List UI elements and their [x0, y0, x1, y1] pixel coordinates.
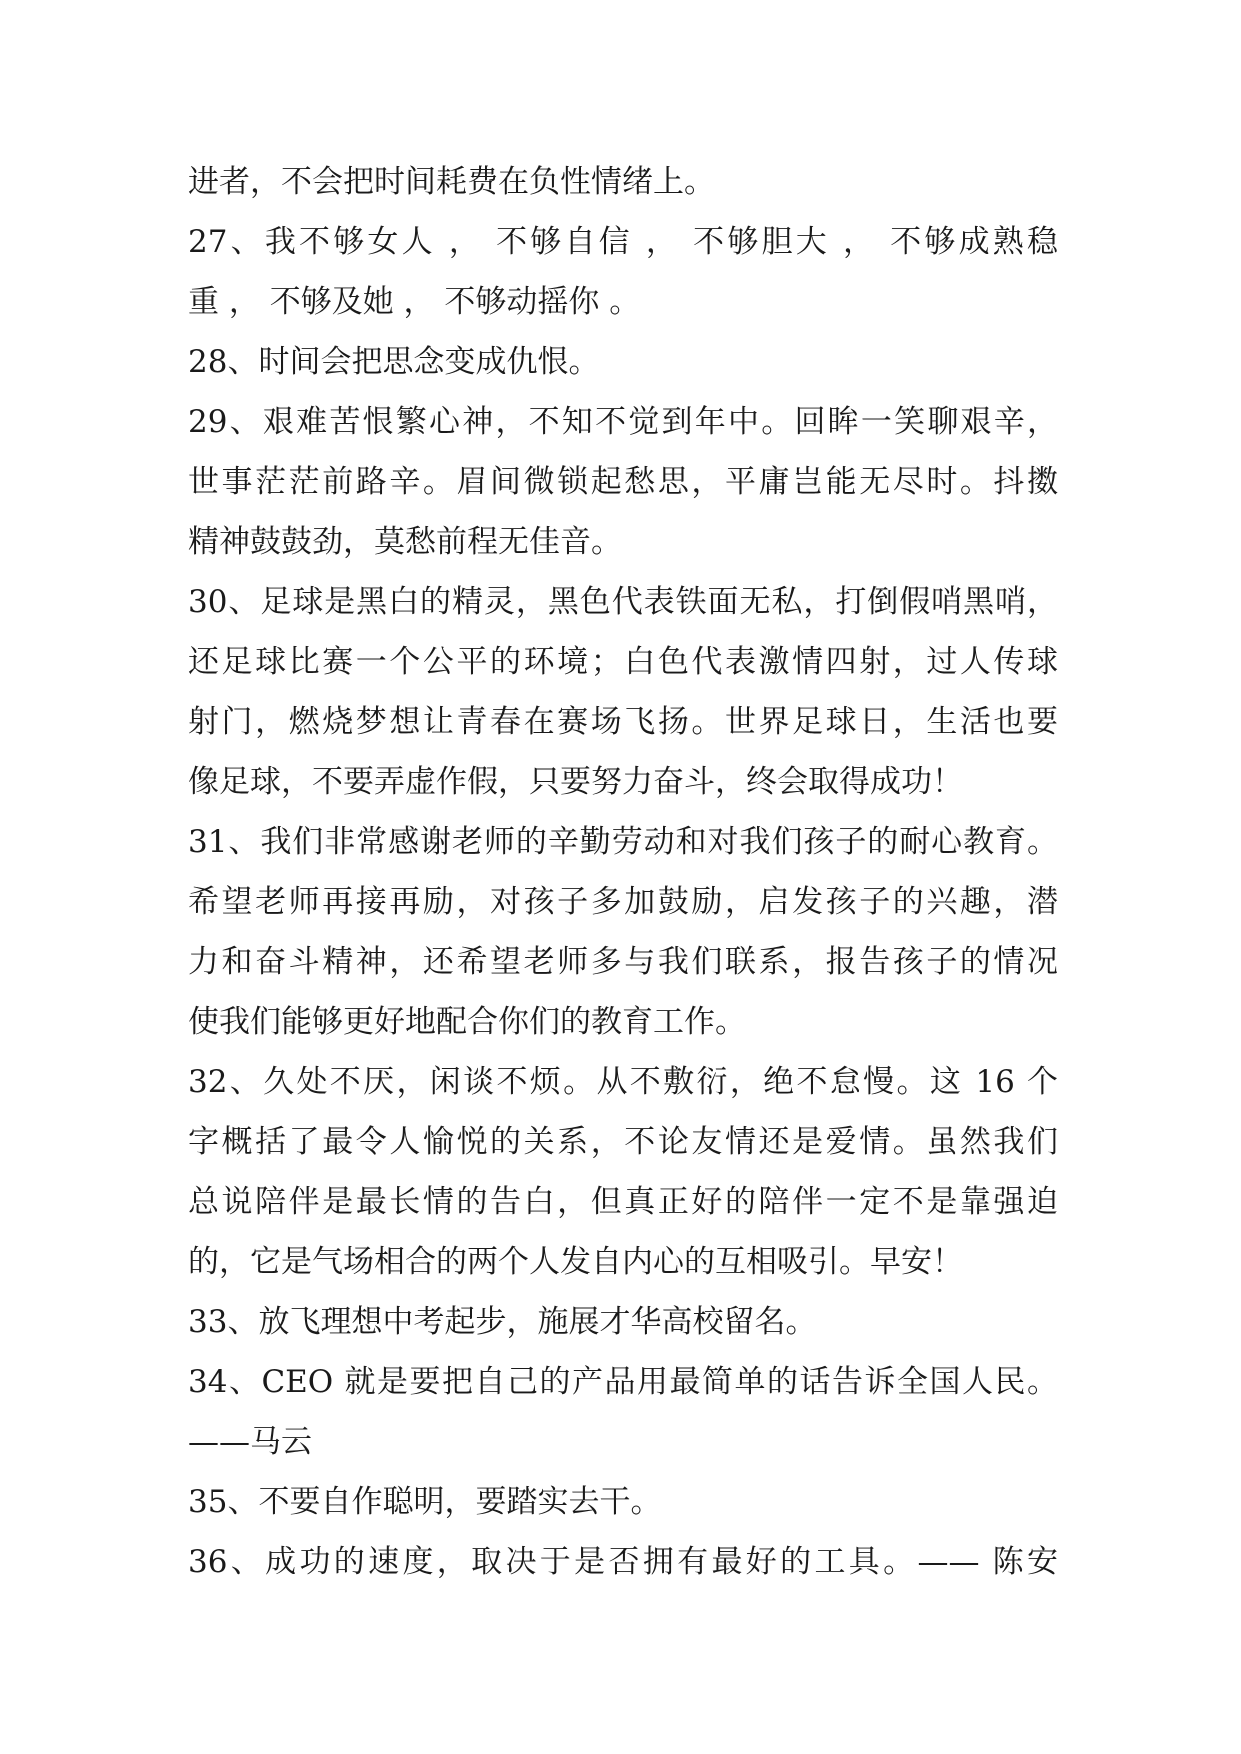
text-line: 28、时间会把思念变成仇恨。: [188, 344, 600, 380]
text-line: 射门，燃烧梦想让青春在赛场飞扬。世界足球日，生活也要: [188, 704, 1058, 740]
text-line: 还足球比赛一个公平的环境；白色代表激情四射，过人传球: [188, 644, 1058, 680]
text-line: 36、成功的速度，取决于是否拥有最好的工具。—— 陈安: [188, 1544, 1058, 1580]
text-line: 希望老师再接再励，对孩子多加鼓励，启发孩子的兴趣，潜: [188, 884, 1058, 920]
text-line: 33、放飞理想中考起步，施展才华高校留名。: [188, 1304, 817, 1340]
text-line: 重 ， 不够及她 ， 不够动摇你 。: [188, 284, 641, 320]
text-line: 进者，不会把时间耗费在负性情绪上。: [188, 164, 715, 200]
text-line: 的，它是气场相合的两个人发自内心的互相吸引。早安！: [188, 1244, 963, 1280]
text-line: ——马云: [188, 1424, 312, 1460]
text-line: 29、艰难苦恨繁心神，不知不觉到年中。回眸一笑聊艰辛，: [188, 404, 1058, 440]
text-line: 精神鼓鼓劲，莫愁前程无佳音。: [188, 524, 622, 560]
text-line: 力和奋斗精神，还希望老师多与我们联系，报告孩子的情况: [188, 944, 1058, 980]
text-line: 27、我不够女人 ， 不够自信 ， 不够胆大 ， 不够成熟稳: [188, 224, 1058, 260]
text-line: 32、久处不厌，闲谈不烦。从不敷衍，绝不怠慢。这 16 个: [188, 1064, 1058, 1100]
text-line: 使我们能够更好地配合你们的教育工作。: [188, 1004, 746, 1040]
document-body: [188, 152, 1058, 1592]
text-line: 31、我们非常感谢老师的辛勤劳动和对我们孩子的耐心教育。: [188, 824, 1058, 860]
text-line: 30、足球是黑白的精灵，黑色代表铁面无私，打倒假哨黑哨，: [188, 584, 1058, 620]
text-line: 35、不要自作聪明，要踏实去干。: [188, 1484, 662, 1520]
text-line: 像足球，不要弄虚作假，只要努力奋斗，终会取得成功！: [188, 764, 963, 800]
text-line: 字概括了最令人愉悦的关系，不论友情还是爱情。虽然我们: [188, 1124, 1058, 1160]
text-line: 世事茫茫前路辛。眉间微锁起愁思，平庸岂能无尽时。抖擞: [188, 464, 1058, 500]
text-line: 34、CEO 就是要把自己的产品用最简单的话告诉全国人民。: [188, 1364, 1058, 1400]
text-line: 总说陪伴是最长情的告白，但真正好的陪伴一定不是靠强迫: [188, 1184, 1058, 1220]
